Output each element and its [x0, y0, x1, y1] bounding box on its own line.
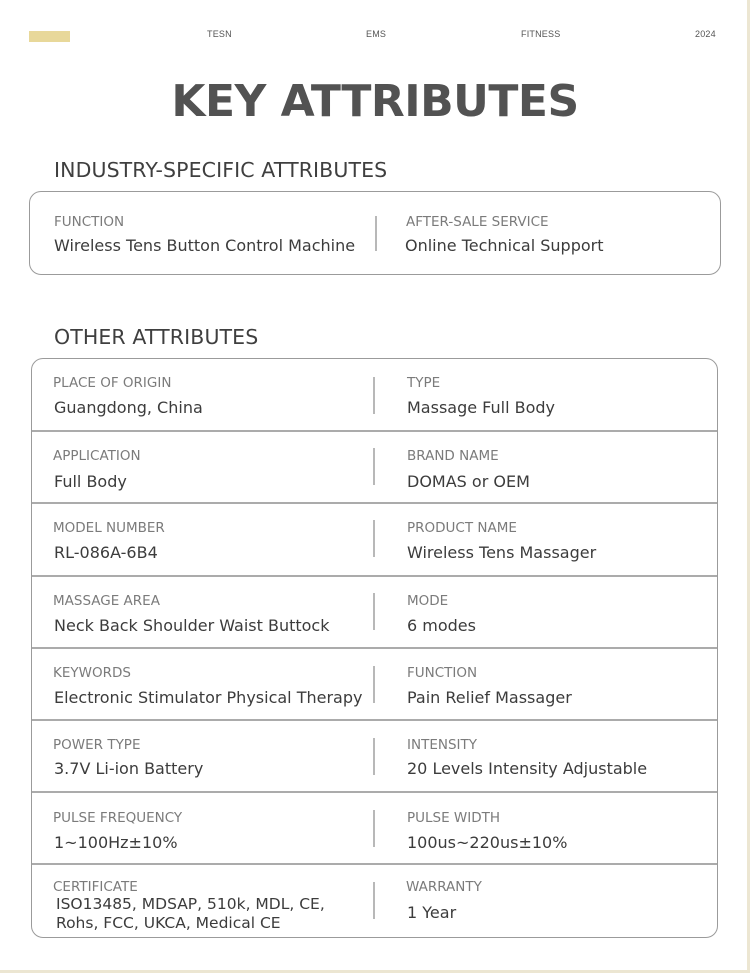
attribute-label: AFTER-SALE SERVICE — [406, 214, 549, 230]
attribute-value: 6 modes — [407, 616, 476, 635]
attribute-value: 100us~220us±10% — [407, 833, 568, 852]
column-divider — [373, 882, 375, 919]
industry-attributes-card — [29, 191, 721, 275]
attribute-value: 1 Year — [407, 903, 457, 922]
attribute-value: Neck Back Shoulder Waist Buttock — [54, 616, 330, 635]
attribute-label: POWER TYPE — [53, 737, 141, 753]
attribute-label: PULSE FREQUENCY — [53, 810, 183, 826]
top-bar — [0, 0, 750, 60]
attribute-row — [32, 865, 717, 937]
attribute-label: WARRANTY — [406, 879, 482, 895]
attribute-label: PLACE OF ORIGIN — [53, 375, 172, 391]
attribute-value: RL-086A-6B4 — [54, 543, 158, 562]
attribute-value: Online Technical Support — [405, 236, 604, 255]
nav-label-year: 2024 — [695, 29, 716, 39]
attribute-value: Full Body — [54, 472, 127, 491]
attribute-value: Electronic Stimulator Physical Therapy — [54, 688, 363, 707]
nav-label-tesn: TESN — [207, 29, 232, 39]
attribute-label: CERTIFICATE — [53, 879, 138, 895]
attribute-label: MASSAGE AREA — [53, 593, 160, 609]
attribute-row — [32, 432, 717, 503]
attribute-label: PRODUCT NAME — [407, 520, 517, 536]
attribute-value: Wireless Tens Massager — [407, 543, 597, 562]
attribute-label: TYPE — [407, 375, 441, 391]
attribute-value: Wireless Tens Button Control Machine — [54, 236, 356, 255]
nav-label-fitness: FITNESS — [521, 29, 561, 39]
other-attributes-card — [31, 358, 718, 938]
attribute-row — [32, 504, 717, 575]
attribute-row — [32, 793, 717, 864]
attribute-value: Guangdong, China — [54, 398, 203, 417]
column-divider — [373, 377, 375, 414]
column-divider — [373, 520, 375, 557]
column-divider — [373, 448, 375, 485]
column-divider — [373, 666, 375, 703]
attribute-row — [32, 721, 717, 792]
attribute-label: FUNCTION — [407, 665, 478, 681]
accent-bar — [29, 31, 70, 42]
attribute-label: BRAND NAME — [407, 448, 499, 464]
column-divider — [373, 738, 375, 775]
attribute-row — [32, 359, 717, 431]
column-divider — [373, 810, 375, 847]
attribute-label: APPLICATION — [53, 448, 141, 464]
attribute-label: PULSE WIDTH — [407, 810, 501, 826]
nav-label-ems: EMS — [366, 29, 387, 39]
column-divider — [373, 593, 375, 630]
column-divider — [375, 216, 377, 251]
attribute-value: ISO13485, MDSAP, 510k, MDL, CE, Rohs, FCC, UKCA, Medical CE — [56, 895, 325, 932]
attribute-value: Pain Relief Massager — [407, 688, 572, 707]
other-section-heading: OTHER ATTRIBUTES — [54, 325, 259, 349]
attribute-label: KEYWORDS — [53, 665, 131, 681]
attribute-label: MODEL NUMBER — [53, 520, 165, 536]
attribute-value: DOMAS or OEM — [407, 472, 530, 491]
page-title: KEY ATTRIBUTES — [171, 76, 579, 127]
attribute-value: 3.7V Li-ion Battery — [54, 759, 204, 778]
attribute-row — [32, 577, 717, 647]
attribute-label: INTENSITY — [407, 737, 477, 753]
attribute-label: MODE — [407, 593, 449, 609]
attribute-label: FUNCTION — [54, 214, 125, 230]
industry-section-heading: INDUSTRY-SPECIFIC ATTRIBUTES — [54, 158, 388, 182]
attribute-row — [32, 649, 717, 719]
attribute-value: 1~100Hz±10% — [54, 833, 178, 852]
attribute-value: 20 Levels Intensity Adjustable — [407, 759, 648, 778]
attribute-value: Massage Full Body — [407, 398, 556, 417]
